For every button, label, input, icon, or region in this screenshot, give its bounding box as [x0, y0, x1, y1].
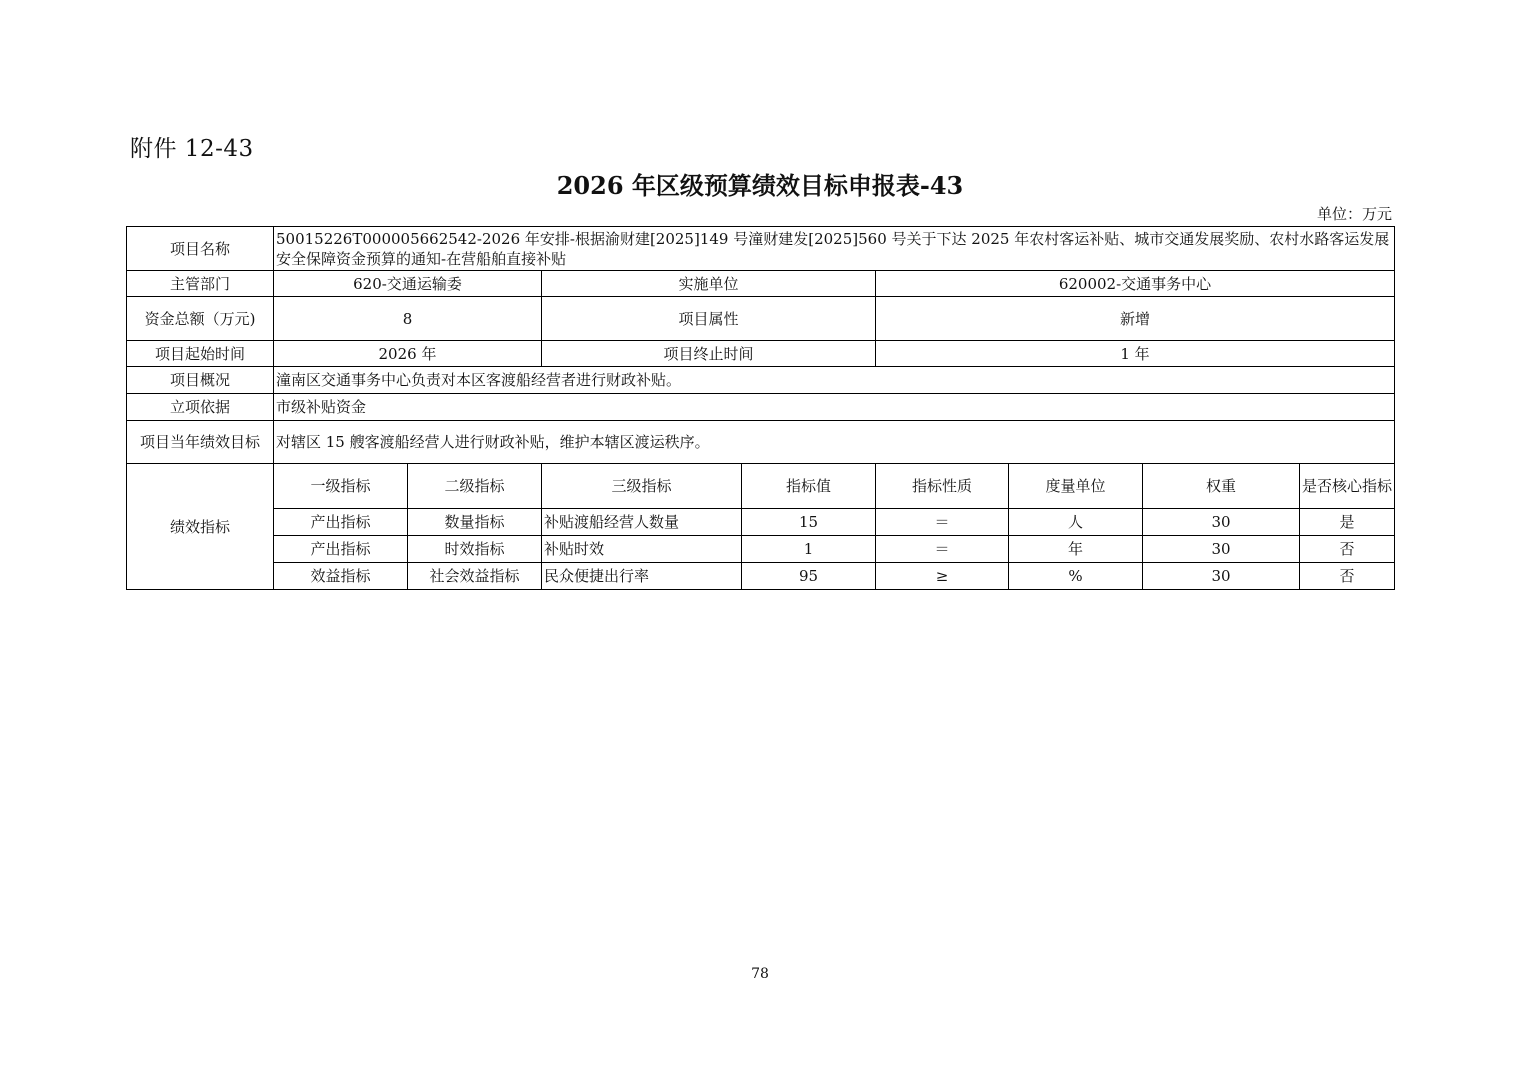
table-cell: 效益指标	[274, 563, 408, 590]
table-cell: 数量指标	[408, 509, 542, 536]
table-cell: %	[1009, 563, 1143, 590]
attachment-label: 附件 12-43	[130, 136, 254, 162]
funds-value: 8	[274, 297, 542, 341]
end-value: 1 年	[876, 341, 1395, 367]
attr-value: 新增	[876, 297, 1395, 341]
table-cell: 补贴时效	[542, 536, 742, 563]
budget-performance-table	[126, 226, 1395, 590]
table-cell: 30	[1143, 509, 1300, 536]
overview-label: 项目概况	[127, 367, 274, 394]
table-row	[127, 536, 1395, 563]
table-row	[127, 227, 1395, 271]
dept-label: 主管部门	[127, 271, 274, 297]
table-cell: 95	[742, 563, 876, 590]
table-row	[127, 341, 1395, 367]
funds-label: 资金总额（万元)	[127, 297, 274, 341]
table-cell: 1	[742, 536, 876, 563]
header-cell: 一级指标	[274, 464, 408, 509]
table-cell: 是	[1300, 509, 1395, 536]
table-row	[127, 367, 1395, 394]
header-cell: 指标性质	[876, 464, 1009, 509]
page-title: 2026 年区级预算绩效目标申报表-43	[556, 171, 964, 200]
project-name-label: 项目名称	[127, 227, 274, 271]
start-label: 项目起始时间	[127, 341, 274, 367]
attr-label: 项目属性	[542, 297, 876, 341]
basis-value: 市级补贴资金	[274, 394, 1395, 421]
table-cell: 否	[1300, 536, 1395, 563]
header-cell: 权重	[1143, 464, 1300, 509]
table-cell: 30	[1143, 536, 1300, 563]
table-cell: 15	[742, 509, 876, 536]
impl-unit-value: 620002-交通事务中心	[876, 271, 1395, 297]
page-number: 78	[751, 966, 769, 982]
table-cell: 社会效益指标	[408, 563, 542, 590]
unit-label: 单位：万元	[1316, 205, 1392, 223]
header-cell: 二级指标	[408, 464, 542, 509]
table-cell: 产出指标	[274, 509, 408, 536]
table-cell: 30	[1143, 563, 1300, 590]
start-value: 2026 年	[274, 341, 542, 367]
table-row	[127, 421, 1395, 464]
project-name-value: 50015226T000005662542-2026 年安排-根据渝财建[2025]149 号潼财建发[2025]560 号关于下达 2025 年农村客运补贴、城市交通发展奖励、农村水路客运发展安全保障资金预算的通知-在营船舶直接补贴	[274, 227, 1395, 271]
overview-value: 潼南区交通事务中心负责对本区客渡船经营者进行财政补贴。	[274, 367, 1395, 394]
table-row	[127, 464, 1395, 509]
header-cell: 三级指标	[542, 464, 742, 509]
table-row	[127, 297, 1395, 341]
header-cell: 是否核心指标	[1300, 464, 1395, 509]
end-label: 项目终止时间	[542, 341, 876, 367]
table-cell: 产出指标	[274, 536, 408, 563]
impl-unit-label: 实施单位	[542, 271, 876, 297]
table-row	[127, 271, 1395, 297]
indicators-section-label: 绩效指标	[127, 464, 274, 590]
table-cell: ≥	[876, 563, 1009, 590]
table-row	[127, 563, 1395, 590]
table-cell: 否	[1300, 563, 1395, 590]
table-row	[127, 394, 1395, 421]
header-cell: 度量单位	[1009, 464, 1143, 509]
header-cell: 指标值	[742, 464, 876, 509]
table-cell: 人	[1009, 509, 1143, 536]
table-cell: ＝	[876, 536, 1009, 563]
goal-label: 项目当年绩效目标	[127, 421, 274, 464]
basis-label: 立项依据	[127, 394, 274, 421]
table-cell: 民众便捷出行率	[542, 563, 742, 590]
table-cell: 年	[1009, 536, 1143, 563]
table-cell: 补贴渡船经营人数量	[542, 509, 742, 536]
table-row	[127, 509, 1395, 536]
dept-value: 620-交通运输委	[274, 271, 542, 297]
table-cell: 时效指标	[408, 536, 542, 563]
table-cell: ＝	[876, 509, 1009, 536]
goal-value: 对辖区 15 艘客渡船经营人进行财政补贴，维护本辖区渡运秩序。	[274, 421, 1395, 464]
